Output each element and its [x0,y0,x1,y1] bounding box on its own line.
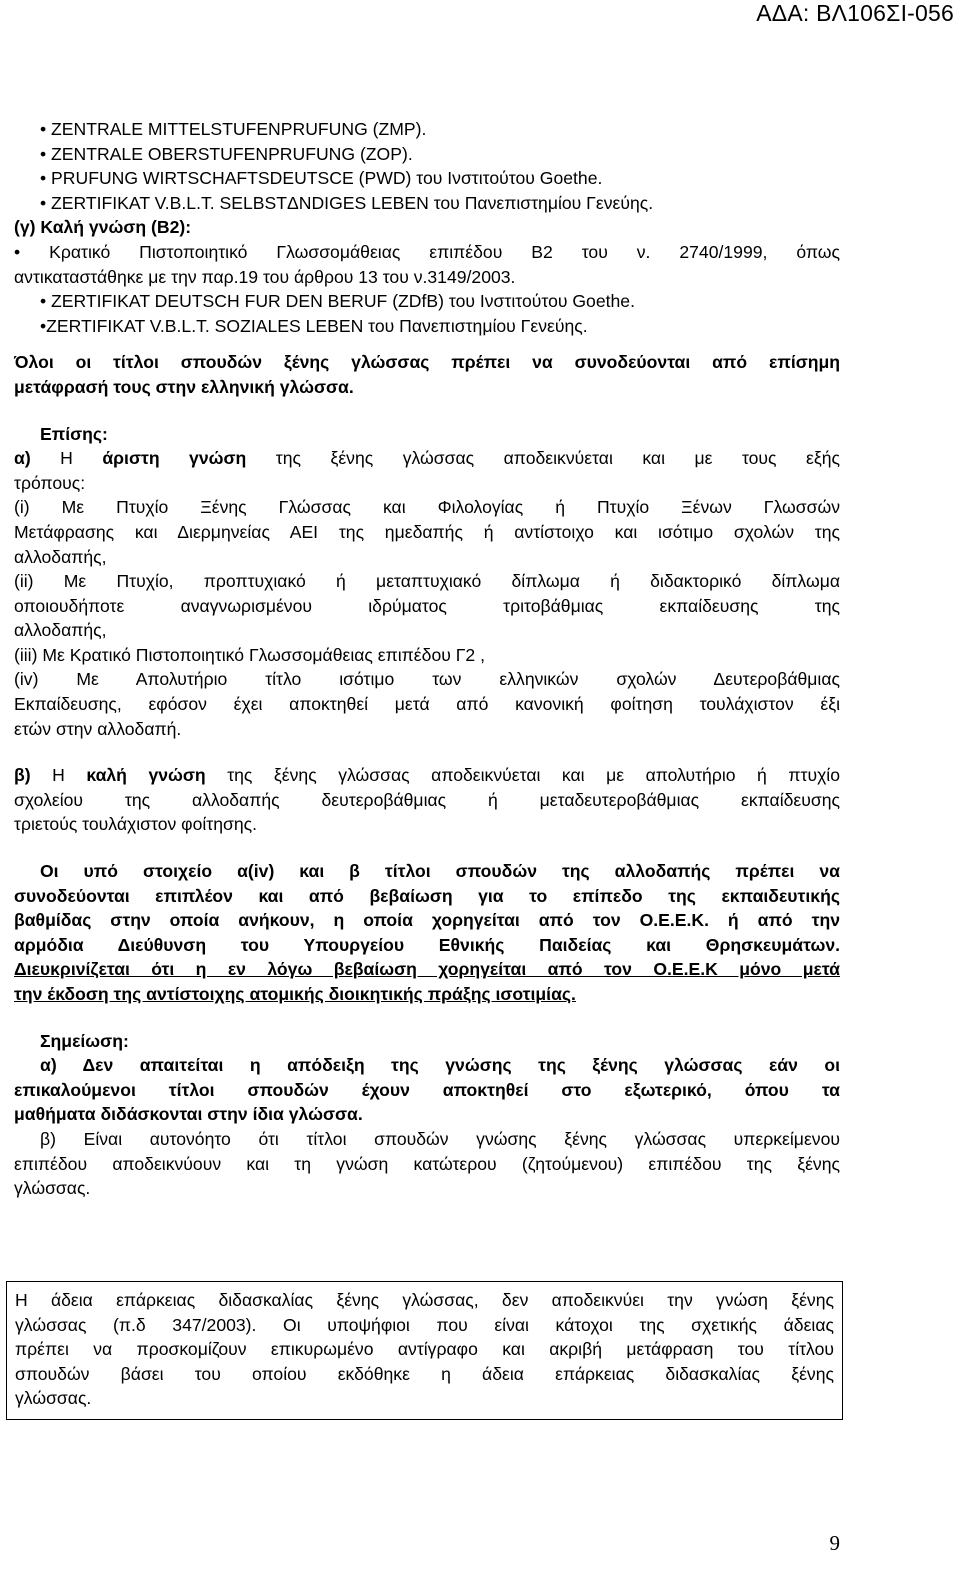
item-label: β) [14,765,31,786]
also-heading: Επίσης: [40,423,108,444]
list-item: •ZERTIFIKAT V.B.L.T. SOZIALES LEBEN του Πανεπιστημίου Γενεύης. [40,315,588,336]
emphasis: καλή γνώση [86,765,206,786]
remark-a: α) Δεν απαιτείται η απόδειξη της γνώσης της ξένης γλώσσας εάν οι [40,1055,840,1076]
list-item: • ZERTIFIKAT DEUTSCH FUR DEN BERUF (ZDfB) του Ινστιτούτου Goethe. [40,291,635,312]
translation-note: Όλοι οι τίτλοι σπουδών ξένης γλώσσας πρέπει να συνοδεύονται από επίσημη [14,352,840,373]
list-item-continuation: αντικαταστάθηκε με την παρ.19 του άρθρου 13 του ν.3149/2003. [14,266,516,287]
excellent-knowledge-intro: α) Η άριστη γνώση της ξένης γλώσσας αποδεικνύεται και με τους εξής [14,448,840,469]
good-knowledge-heading: (γ) Καλή γνώση (B2): [14,217,192,238]
clarification-underlined: Διευκρινίζεται ότι η εν λόγω βεβαίωση χορηγείται από τον Ο.Ε.Ε.Κ μόνο μετά [14,959,840,980]
list-item: • Κρατικό Πιστοποιητικό Γλωσσομάθειας επιπέδου Β2 του ν. 2740/1999, όπως [14,241,840,262]
remark-b: β) Είναι αυτονόητο ότι τίτλοι σπουδών γνώσης ξένης γλώσσας υπερκείμενου [40,1128,840,1149]
good-knowledge-proof: β) Η καλή γνώση της ξένης γλώσσας αποδεικνύεται και με απολυτήριο ή πτυχίο [14,765,840,786]
ada-code: ΑΔΑ: ΒΛ106ΣΙ-056 [756,0,954,26]
list-item: • PRUFUNG WIRTSCHAFTSDEUTSCE (PWD) του Ινστιτούτου Goethe. [40,168,603,189]
page-number: 9 [829,1531,840,1555]
document-body: • ZENTRALE MITTELSTUFENPRUFUNG (ZMP). • ZENTRALE OBERSTUFENPRUFUNG (ZOP). • PRUFUNG WIRTSCHAFTSDEUTSCE (PWD) του Ινστιτούτου Goethe. • ZERTIFIKAT V.B.L.T. SELBSTΔNDIGES LEBEN του Πανεπιστημίου Γενεύης. (γ) Καλή γνώση (B2): • Κρατικό Πιστοποιητικό Γλωσσομάθειας επιπέδου Β2 του ν. 2740/1999, όπως αντικαταστάθηκε με την παρ.19 του άρθρου 13 του ν.3149/2003. • ZERTIFIKAT DEUTSCH FUR DEN BERUF (ZDfB) του Ινστιτούτου Goethe. •ZERTIFIKAT V.B.L.T. SOZIALES LEBEN του Πανεπιστημίου Γενεύης. Όλοι οι τίτλοι σπουδών ξένης γλώσσας πρέπει να συνοδεύονται από επίσημη μετάφρασή τους στην ελληνική γλώσσα. Επίσης: α) Η άριστη γνώση της ξένης γλώσσας αποδεικνύεται και με τους εξής τρόπους: (i) Με Πτυχίο Ξένης Γλώσσας και Φιλολογίας ή Πτυχίο Ξένων Γλωσσών Μετάφρασης και Διερμηνείας ΑΕΙ της ημεδαπής ή αντίστοιχο και ισότιμο σχολών της αλλοδαπής, (ii) Με Πτυχίο, προπτυχιακό ή μεταπτυχιακό δίπλωμα ή διδακτορικό δίπλωμα οποιουδήποτε αναγνωρισμένου ιδρύματος τριτοβάθμιας εκπαίδευσης της αλλοδαπής, (iii) Με Κρατικό Πιστοποιητικό Γλωσσομάθειας επιπέδου Γ2 , (iv) Με Απολυτήριο τίτλο ισότιμο των ελληνικών σχολών Δευτεροβάθμιας Εκπαίδευσης, εφόσον έχει αποκτηθεί μετά από κανονική φοίτηση τουλάχιστον έξι ετών στην αλλοδαπή. β) Η καλή γνώση της ξένης γλώσσας αποδεικνύεται και με απολυτήριο ή πτυχίο σχολείου της αλλοδαπής δευτεροβάθμιας ή μεταδευτεροβάθμιας εκπαίδευσης τριετούς τουλάχιστον φοίτησης. Οι υπό στοιχείο α(iv) και β τίτλοι σπουδών της αλλοδαπής πρέπει να συνοδεύονται επιπλέον και από βεβαίωση για το επίπεδο της εκπαιδευτικής βαθμίδας στην οποία ανήκουν, η οποία χορηγείται από τον Ο.Ε.Ε.Κ. ή από την αρμόδια Διεύθυνση του Υπουργείου Εθνικής Παιδείας και Θρησκευμάτων. Διευκρινίζεται ότι η εν λόγω βεβαίωση χορηγείται από τον Ο.Ε.Ε.Κ μόνο μετά την έκδοση της αντίστοιχης ατομικής διοικητικής πράξης ισοτιμίας. Σημείωση: α) Δεν απαιτείται η απόδειξη της γνώσης της ξένης γλώσσας εάν οι επικαλούμενοι τίτλοι σπουδών έχουν αποκτηθεί στο εξωτερικό, όπου τα μαθήματα διδάσκονται στην ίδια γλώσσα. β) Είναι αυτονόητο ότι τίτλοι σπουδών γνώσης ξένης γλώσσας υπερκείμενου επιπέδου αποδεικνύουν και τη γνώση κατώτερου (ζητούμενου) επιπέδου της ξένης γλώσσας. [14,119,840,1199]
item-label: α) [14,448,31,469]
list-item: • ZERTIFIKAT V.B.L.T. SELBSTΔNDIGES LEBEN του Πανεπιστημίου Γενεύης. [40,192,654,213]
translation-note-continuation: μετάφρασή τους στην ελληνική γλώσσα. [14,376,354,397]
criterion-iii: (iii) Με Κρατικό Πιστοποιητικό Γλωσσομάθειας επιπέδου Γ2 , [14,644,485,665]
list-item: • ZENTRALE OBERSTUFENPRUFUNG (ZOP). [40,143,413,164]
criterion-i: (i) Με Πτυχίο Ξένης Γλώσσας και Φιλολογίας ή Πτυχίο Ξένων Γλωσσών [14,497,840,518]
remark-heading: Σημείωση: [40,1030,129,1051]
criterion-ii: (ii) Με Πτυχίο, προπτυχιακό ή μεταπτυχιακό δίπλωμα ή διδακτορικό δίπλωμα [14,571,840,592]
certificate-paragraph: Οι υπό στοιχείο α(iv) και β τίτλοι σπουδών της αλλοδαπής πρέπει να [40,861,840,882]
teaching-license-notice-box: Η άδεια επάρκειας διδασκαλίας ξένης γλώσσας, δεν αποδεικνύει την γνώση ξένης γλώσσας (π.δ 347/2003). Οι υποψήφιοι που είναι κάτοχοι της σχετικής άδειας πρέπει να προσκομίζουν επικυρωμένο αντίγραφο και ακριβή μετάφραση του τίτλου σπουδών βάσει του οποίου εκδόθηκε η άδεια επάρκειας διδασκαλίας ξένης γλώσσας. [6,1281,843,1420]
emphasis: άριστη γνώση [102,448,247,469]
list-item: • ZENTRALE MITTELSTUFENPRUFUNG (ZMP). [40,119,427,139]
criterion-iv: (iv) Με Απολυτήριο τίτλο ισότιμο των ελληνικών σχολών Δευτεροβάθμιας [14,669,840,690]
